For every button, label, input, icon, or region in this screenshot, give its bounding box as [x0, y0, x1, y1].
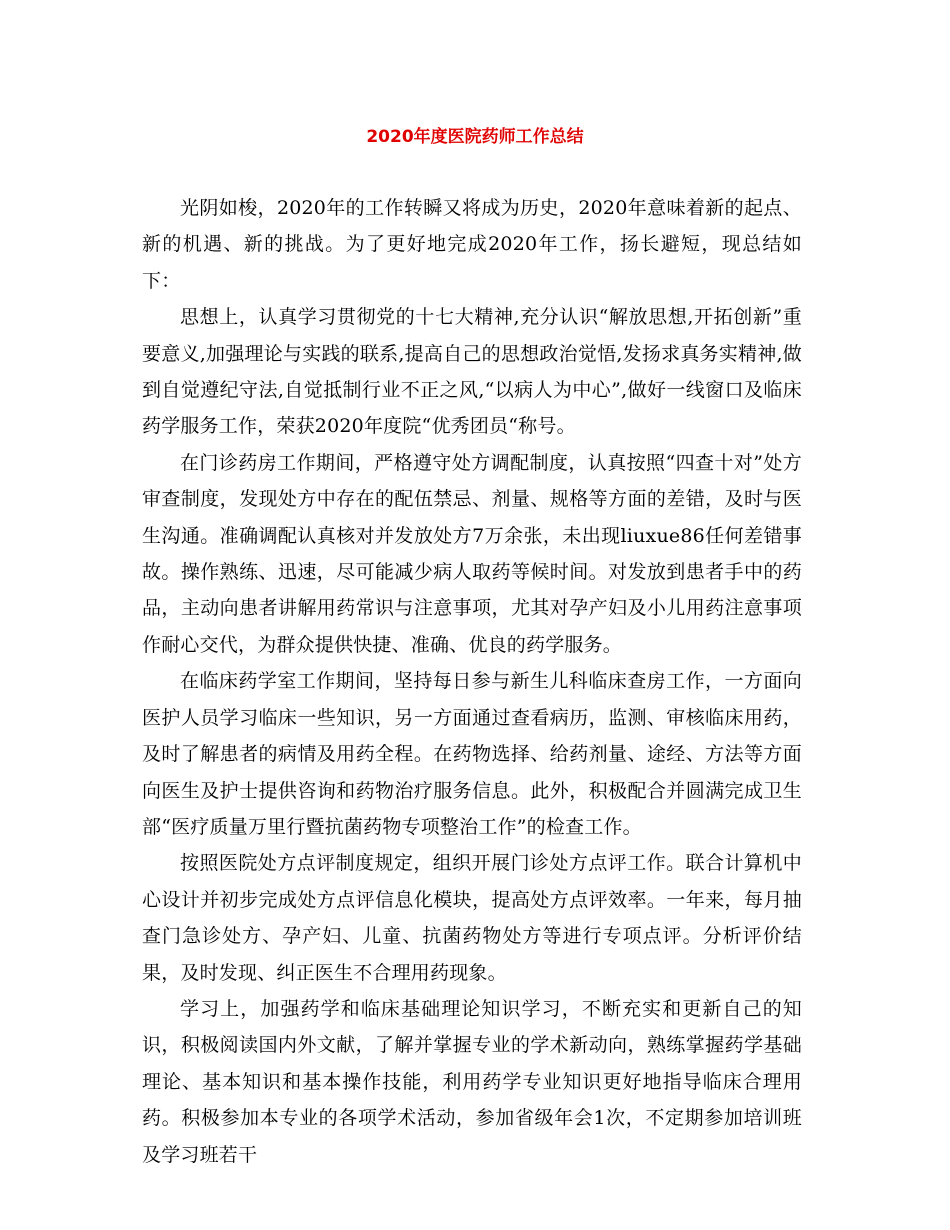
document-title: 2020年度医院药师工作总结: [366, 127, 584, 147]
paragraph-ideology: 思想上，认真学习贯彻党的十七大精神,充分认识“解放思想,开拓创新”重要意义,加强理论与实践的联系,提高自己的思想政治觉悟,发扬求真务实精神,做到自觉遵纪守法,自觉抵制行业不正之风,“以病人为中心”,做好一线窗口及临床药学服务工作，荣获2020年度院“优秀团员“称号。: [142, 306, 802, 438]
document-body: [142, 190, 802, 1173]
paragraph-outpatient-pharmacy: 在门诊药房工作期间，严格遵守处方调配制度，认真按照“四查十对”处方审查制度，发现处方中存在的配伍禁忌、剂量、规格等方面的差错，及时与医生沟通。准确调配认真核对并发放处方7万余张，未出现liuxue86任何差错事故。操作熟练、迅速，尽可能减少病人取药等候时间。对发放到患者手中的药品，主动向患者讲解用药常识与注意事项，尤其对孕产妇及小儿用药注意事项作耐心交代，为群众提供快捷、准确、优良的药学服务。: [142, 451, 802, 656]
paragraph-prescription-review: 按照医院处方点评制度规定，组织开展门诊处方点评工作。联合计算机中心设计并初步完成处方点评信息化模块，提高处方点评效率。一年来，每月抽查门急诊处方、孕产妇、儿童、抗菌药物处方等进行专项点评。分析评价结果，及时发现、纠正医生不合理用药现象。: [142, 852, 802, 984]
paragraph-clinical-pharmacy: 在临床药学室工作期间，坚持每日参与新生儿科临床查房工作，一方面向医护人员学习临床一些知识，另一方面通过查看病历，监测、审核临床用药，及时了解患者的病情及用药全程。在药物选择、给药剂量、途经、方法等方面向医生及护士提供咨询和药物治疗服务信息。此外，积极配合并圆满完成卫生部“医疗质量万里行暨抗菌药物专项整治工作”的检查工作。: [142, 670, 802, 838]
paragraph-study: 学习上，加强药学和临床基础理论知识学习，不断充实和更新自己的知识，积极阅读国内外文献，了解并掌握专业的学术新动向，熟练掌握药学基础理论、基本知识和基本操作技能，利用药学专业知识更好地指导临床合理用药。积极参加本专业的各项学术活动，参加省级年会1次，不定期参加培训班及学习班若干: [142, 997, 802, 1166]
paragraph-intro: 光阴如梭，2020年的工作转瞬又将成为历史，2020年意味着新的起点、新的机遇、新的挑战。为了更好地完成2020年工作，扬长避短，现总结如下：: [142, 197, 802, 292]
